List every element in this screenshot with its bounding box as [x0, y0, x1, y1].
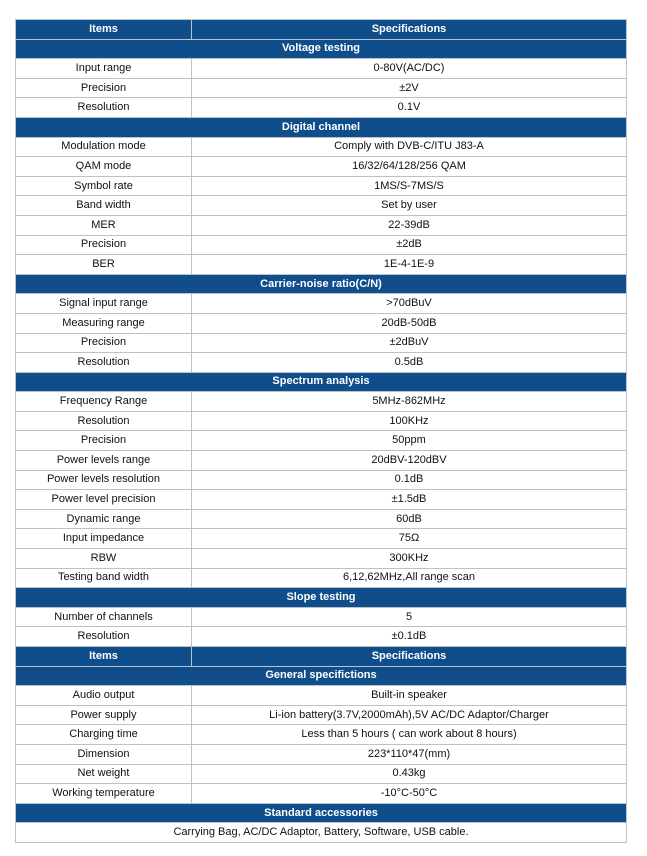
- item-value: 5: [192, 607, 627, 627]
- item-value: Set by user: [192, 196, 627, 216]
- item-value: 22-39dB: [192, 215, 627, 235]
- section-spectrum-analysis: [16, 372, 627, 392]
- item-label: Charging time: [16, 725, 192, 745]
- spec-table: [15, 19, 627, 843]
- section-title: Digital channel: [281, 120, 361, 133]
- table-header-row: [16, 20, 627, 40]
- item-label: Measuring range: [16, 313, 192, 333]
- header-items: Items: [16, 20, 192, 40]
- item-label: Precision: [16, 78, 192, 98]
- table-row: [16, 353, 627, 373]
- table-row: [16, 392, 627, 412]
- table-row: [16, 235, 627, 255]
- item-value: ±0.1dB: [192, 627, 627, 647]
- table-row: [16, 627, 627, 647]
- header-specifications: Specifications: [192, 20, 627, 40]
- table-row: [16, 490, 627, 510]
- section-title: Spectrum analysis: [272, 375, 370, 388]
- header-specifications: Specifications: [192, 647, 627, 667]
- item-value: 0.1V: [192, 98, 627, 118]
- table-row: [16, 411, 627, 431]
- table-row: [16, 725, 627, 745]
- item-value: 300KHz: [192, 549, 627, 569]
- table-row: [16, 764, 627, 784]
- table-row: [16, 78, 627, 98]
- item-label: Frequency Range: [16, 392, 192, 412]
- item-value: 1MS/S-7MS/S: [192, 176, 627, 196]
- table-row: [16, 470, 627, 490]
- table-row: [16, 431, 627, 451]
- item-value: 0.1dB: [192, 470, 627, 490]
- table-row: [16, 215, 627, 235]
- table-row: [16, 509, 627, 529]
- item-value: >70dBuV: [192, 294, 627, 314]
- section-title: Voltage testing: [281, 42, 361, 55]
- item-value: 75Ω: [192, 529, 627, 549]
- item-label: Modulation mode: [16, 137, 192, 157]
- table-row: [16, 607, 627, 627]
- table-row: [16, 705, 627, 725]
- item-label: BER: [16, 255, 192, 275]
- item-value: 1E-4-1E-9: [192, 255, 627, 275]
- section-slope-testing: [16, 588, 627, 608]
- item-value: Less than 5 hours ( can work about 8 hours): [192, 725, 627, 745]
- item-value: ±1.5dB: [192, 490, 627, 510]
- accessories-text: Carrying Bag, AC/DC Adaptor, Battery, Software, USB cable.: [16, 823, 627, 843]
- item-label: Audio output: [16, 686, 192, 706]
- item-value: Li-ion battery(3.7V,2000mAh),5V AC/DC Adaptor/Charger: [192, 705, 627, 725]
- item-label: Signal input range: [16, 294, 192, 314]
- item-label: Working temperature: [16, 784, 192, 804]
- item-label: Power levels range: [16, 451, 192, 471]
- table-row: [16, 313, 627, 333]
- table-row: [16, 98, 627, 118]
- table-row: [16, 157, 627, 177]
- table-row: [16, 686, 627, 706]
- item-label: Power supply: [16, 705, 192, 725]
- item-label: Precision: [16, 431, 192, 451]
- table-row: [16, 451, 627, 471]
- item-value: Comply with DVB-C/ITU J83-A: [192, 137, 627, 157]
- item-label: Testing band width: [16, 568, 192, 588]
- item-label: Band width: [16, 196, 192, 216]
- accessories-row: [16, 823, 627, 843]
- item-label: Symbol rate: [16, 176, 192, 196]
- table-row: [16, 549, 627, 569]
- item-value: -10°C-50°C: [192, 784, 627, 804]
- item-value: 6,12,62MHz,All range scan: [192, 568, 627, 588]
- section-title: Slope testing: [286, 591, 356, 604]
- item-label: QAM mode: [16, 157, 192, 177]
- item-value: 0-80V(AC/DC): [192, 59, 627, 79]
- item-value: 5MHz-862MHz: [192, 392, 627, 412]
- item-label: Resolution: [16, 411, 192, 431]
- item-label: Precision: [16, 333, 192, 353]
- item-value: 50ppm: [192, 431, 627, 451]
- section-title: Carrier-noise ratio(C/N): [260, 277, 382, 290]
- section-title: General specifictions: [265, 669, 377, 682]
- section-title: Standard accessories: [264, 806, 378, 819]
- item-label: Dimension: [16, 744, 192, 764]
- item-value: 223*110*47(mm): [192, 744, 627, 764]
- item-label: Dynamic range: [16, 509, 192, 529]
- table-row: [16, 294, 627, 314]
- item-value: Built-in speaker: [192, 686, 627, 706]
- table-row: [16, 784, 627, 804]
- table-header-row-2: [16, 647, 627, 667]
- item-label: MER: [16, 215, 192, 235]
- item-value: 0.43kg: [192, 764, 627, 784]
- item-label: Power level precision: [16, 490, 192, 510]
- item-value: ±2dBuV: [192, 333, 627, 353]
- section-general-specifications: [16, 666, 627, 686]
- item-label: Resolution: [16, 353, 192, 373]
- item-value: 100KHz: [192, 411, 627, 431]
- item-value: 16/32/64/128/256 QAM: [192, 157, 627, 177]
- table-row: [16, 196, 627, 216]
- item-value: 20dB-50dB: [192, 313, 627, 333]
- item-label: Number of channels: [16, 607, 192, 627]
- item-label: Precision: [16, 235, 192, 255]
- section-carrier-noise-ratio: [16, 274, 627, 294]
- table-row: [16, 529, 627, 549]
- item-label: Resolution: [16, 627, 192, 647]
- header-items: Items: [16, 647, 192, 667]
- table-row: [16, 137, 627, 157]
- table-row: [16, 568, 627, 588]
- section-standard-accessories: [16, 803, 627, 823]
- item-label: Power levels resolution: [16, 470, 192, 490]
- table-row: [16, 744, 627, 764]
- item-value: ±2V: [192, 78, 627, 98]
- table-row: [16, 176, 627, 196]
- section-digital-channel: [16, 117, 627, 137]
- item-label: Input impedance: [16, 529, 192, 549]
- item-label: Resolution: [16, 98, 192, 118]
- item-value: 60dB: [192, 509, 627, 529]
- table-row: [16, 59, 627, 79]
- item-value: ±2dB: [192, 235, 627, 255]
- item-label: RBW: [16, 549, 192, 569]
- table-row: [16, 255, 627, 275]
- section-voltage-testing: [16, 39, 627, 59]
- item-value: 0.5dB: [192, 353, 627, 373]
- item-label: Input range: [16, 59, 192, 79]
- table-row: [16, 333, 627, 353]
- item-label: Net weight: [16, 764, 192, 784]
- item-value: 20dBV-120dBV: [192, 451, 627, 471]
